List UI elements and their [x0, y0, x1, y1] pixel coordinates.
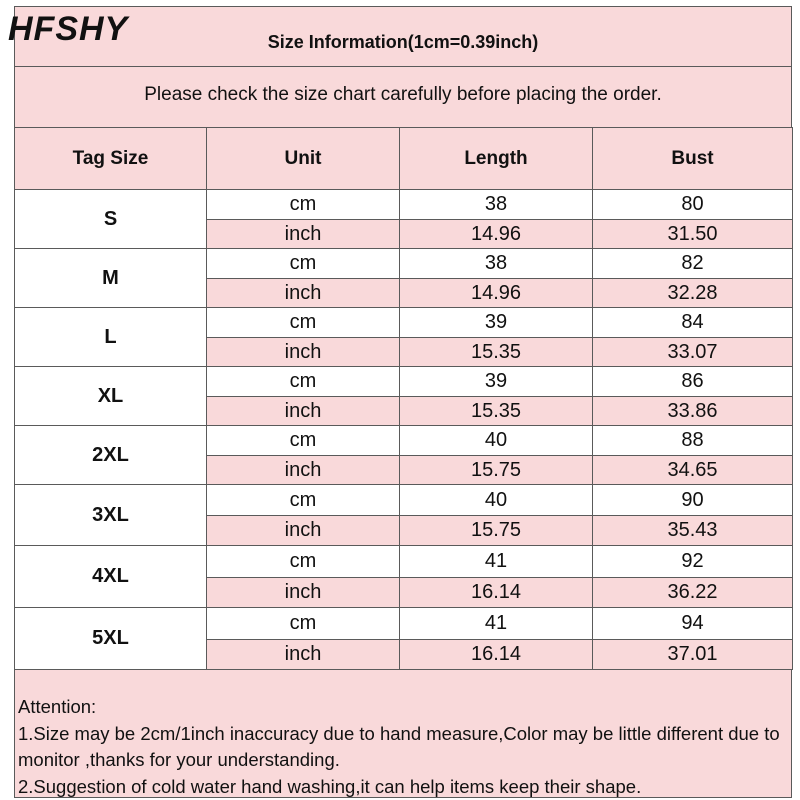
bust-cell: 86: [593, 367, 793, 397]
tag-size-cell: 3XL: [15, 485, 207, 546]
header-bust: Bust: [593, 128, 793, 190]
unit-cell: inch: [207, 397, 400, 426]
bust-cell: 80: [593, 190, 793, 220]
bust-cell: 35.43: [593, 516, 793, 546]
header-unit: Unit: [207, 128, 400, 190]
bust-cell: 34.65: [593, 456, 793, 485]
tag-size-cell: L: [15, 308, 207, 367]
table-row-cm: [15, 426, 793, 456]
unit-cell: inch: [207, 279, 400, 308]
length-cell: 15.35: [400, 338, 593, 367]
tag-size-cell: M: [15, 249, 207, 308]
bust-cell: 84: [593, 308, 793, 338]
length-cell: 15.35: [400, 397, 593, 426]
table-header-row: [15, 128, 793, 190]
bust-cell: 33.86: [593, 397, 793, 426]
brand-logo: HFSHY: [8, 10, 129, 48]
tag-size-cell: 5XL: [15, 608, 207, 670]
unit-cell: inch: [207, 578, 400, 608]
unit-cell: cm: [207, 546, 400, 578]
unit-cell: cm: [207, 485, 400, 516]
table-row-cm: [15, 608, 793, 640]
chart-subtitle: Please check the size chart carefully before placing the order.: [144, 84, 662, 105]
size-table-body: [15, 190, 793, 670]
attention-note-2: 2.Suggestion of cold water hand washing,it can help items keep their shape.: [18, 775, 642, 797]
unit-cell: cm: [207, 426, 400, 456]
unit-cell: cm: [207, 608, 400, 640]
length-cell: 16.14: [400, 640, 593, 670]
chart-title: Size Information(1cm=0.39inch): [267, 32, 539, 52]
bust-cell: 31.50: [593, 220, 793, 249]
size-table: [14, 127, 793, 670]
bust-cell: 33.07: [593, 338, 793, 367]
length-cell: 15.75: [400, 456, 593, 485]
length-cell: 41: [400, 608, 593, 640]
header-length: Length: [400, 128, 593, 190]
divider: [14, 66, 792, 67]
length-cell: 39: [400, 308, 593, 338]
bust-cell: 37.01: [593, 640, 793, 670]
tag-size-cell: 4XL: [15, 546, 207, 608]
length-cell: 39: [400, 367, 593, 397]
table-row-cm: [15, 308, 793, 338]
bust-cell: 82: [593, 249, 793, 279]
unit-cell: cm: [207, 367, 400, 397]
unit-cell: cm: [207, 249, 400, 279]
attention-notes: [18, 694, 788, 800]
unit-cell: cm: [207, 308, 400, 338]
table-row-cm: [15, 546, 793, 578]
attention-note-1: 1.Size may be 2cm/1inch inaccuracy due to hand measure,Color may be little different due to monitor ,thanks for your understanding.: [18, 722, 780, 770]
unit-cell: inch: [207, 640, 400, 670]
attention-heading: Attention:: [18, 696, 97, 717]
table-row-cm: [15, 249, 793, 279]
length-cell: 40: [400, 426, 593, 456]
table-row-cm: [15, 367, 793, 397]
bust-cell: 92: [593, 546, 793, 578]
table-row-cm: [15, 485, 793, 516]
length-cell: 14.96: [400, 279, 593, 308]
unit-cell: inch: [207, 220, 400, 249]
unit-cell: inch: [207, 338, 400, 367]
bust-cell: 36.22: [593, 578, 793, 608]
bust-cell: 32.28: [593, 279, 793, 308]
length-cell: 40: [400, 485, 593, 516]
tag-size-cell: S: [15, 190, 207, 249]
table-row-cm: [15, 190, 793, 220]
length-cell: 16.14: [400, 578, 593, 608]
unit-cell: inch: [207, 516, 400, 546]
bust-cell: 88: [593, 426, 793, 456]
length-cell: 41: [400, 546, 593, 578]
bust-cell: 90: [593, 485, 793, 516]
length-cell: 15.75: [400, 516, 593, 546]
length-cell: 38: [400, 190, 593, 220]
header-tag-size: Tag Size: [15, 128, 207, 190]
tag-size-cell: 2XL: [15, 426, 207, 485]
bust-cell: 94: [593, 608, 793, 640]
unit-cell: inch: [207, 456, 400, 485]
length-cell: 38: [400, 249, 593, 279]
unit-cell: cm: [207, 190, 400, 220]
tag-size-cell: XL: [15, 367, 207, 426]
length-cell: 14.96: [400, 220, 593, 249]
